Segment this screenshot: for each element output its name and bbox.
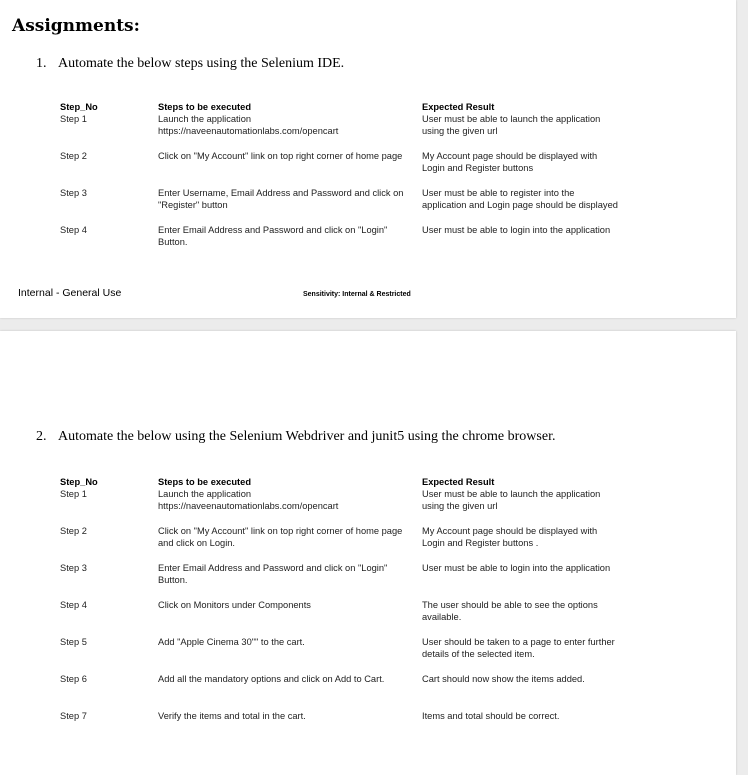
step-number-cell	[60, 187, 150, 199]
cell-text: Step 4	[60, 600, 87, 610]
cell-text: "Register" button	[158, 200, 228, 211]
cell-text: My Account page should be displayed with	[422, 151, 598, 161]
cell-text: The user should be able to see the options	[422, 600, 598, 610]
step-number-cell	[60, 562, 150, 574]
cell-text: available.	[422, 612, 462, 623]
step-number-cell	[60, 150, 150, 162]
cell-text: Enter Email Address and Password and click on "Login"	[158, 225, 388, 235]
expected-result-cell	[422, 673, 632, 685]
step-action-cell	[158, 224, 414, 248]
header-expected: Expected Result	[422, 102, 495, 112]
cell-text: User must be able to login into the application	[422, 225, 611, 235]
header-expected: Expected Result	[422, 477, 495, 487]
cell-text: My Account page should be displayed with	[422, 526, 598, 536]
step-number-cell	[60, 636, 150, 648]
step-number-cell	[60, 673, 150, 685]
document-page-1	[0, 0, 736, 318]
step-number-cell	[60, 224, 150, 236]
cell-text: Click on "My Account" link on top right corner of home page	[158, 526, 403, 536]
cell-text: Verify the items and total in the cart.	[158, 711, 306, 721]
cell-text: using the given url	[422, 501, 498, 512]
cell-text: and click on Login.	[158, 538, 236, 549]
cell-text: Launch the application	[158, 489, 252, 500]
expected-result-cell	[422, 224, 632, 236]
task-2-text: Automate the below using the Selenium Webdriver and junit5 using the chrome browser.	[58, 429, 556, 444]
step-action-cell	[158, 599, 414, 611]
cell-text: Step 7	[60, 711, 87, 721]
cell-text: Cart should now show the items added.	[422, 674, 585, 684]
cell-text: details of the selected item.	[422, 649, 535, 660]
expected-result-cell	[422, 562, 632, 574]
step-number-cell	[60, 710, 150, 722]
step-action-cell	[158, 636, 414, 648]
expected-result-cell	[422, 476, 632, 513]
document-page-2	[0, 331, 736, 775]
expected-result-cell	[422, 599, 632, 623]
step-action-cell	[158, 562, 414, 586]
expected-result-cell	[422, 101, 632, 138]
step-action-cell	[158, 476, 414, 513]
cell-text: Button.	[158, 237, 188, 248]
cell-text: User should be taken to a page to enter further	[422, 637, 615, 647]
header-step-no: Step_No	[60, 477, 98, 487]
cell-text: application and Login page should be displayed	[422, 200, 618, 211]
expected-result-cell	[422, 636, 632, 660]
cell-text: Enter Email Address and Password and click on "Login"	[158, 563, 388, 573]
step-action-cell	[158, 187, 414, 211]
cell-text: Step 1	[60, 114, 87, 125]
cell-text: Enter Username, Email Address and Password and click on	[158, 188, 404, 198]
cell-text: Step 4	[60, 225, 87, 235]
step-action-cell	[158, 525, 414, 549]
cell-text: Items and total should be correct.	[422, 711, 560, 721]
expected-result-cell	[422, 710, 632, 722]
cell-text: User must be able to launch the application	[422, 114, 601, 125]
expected-result-cell	[422, 525, 632, 549]
step-number-cell	[60, 476, 150, 500]
step-action-cell	[158, 673, 414, 685]
task-2-heading	[36, 429, 555, 445]
step-number-cell	[60, 599, 150, 611]
cell-text: Login and Register buttons	[422, 163, 534, 174]
cell-text: Launch the application	[158, 114, 252, 125]
cell-text: https://naveenautomationlabs.com/opencart	[158, 126, 339, 137]
classification-footer: Internal - General Use	[18, 287, 122, 299]
cell-text: User must be able to launch the application	[422, 489, 601, 500]
task-1-heading	[36, 56, 344, 72]
step-number-cell	[60, 525, 150, 537]
cell-text: Step 6	[60, 674, 87, 684]
cell-text: User must be able to register into the	[422, 188, 575, 198]
cell-text: Step 5	[60, 637, 87, 647]
sensitivity-label: Sensitivity: Internal & Restricted	[303, 291, 411, 298]
cell-text: Button.	[158, 575, 188, 586]
cell-text: Add all the mandatory options and click on Add to Cart.	[158, 674, 385, 684]
task-1-number: 1.	[36, 56, 47, 71]
cell-text: https://naveenautomationlabs.com/opencart	[158, 501, 339, 512]
task-1-text: Automate the below steps using the Selenium IDE.	[58, 56, 345, 71]
step-action-cell	[158, 710, 414, 722]
cell-text: Step 3	[60, 188, 87, 198]
header-step-no: Step_No	[60, 102, 98, 112]
expected-result-cell	[422, 187, 632, 211]
header-steps: Steps to be executed	[158, 102, 251, 112]
cell-text: User must be able to login into the application	[422, 563, 611, 573]
cell-text: using the given url	[422, 126, 498, 137]
cell-text: Click on Monitors under Components	[158, 600, 311, 610]
cell-text: Step 2	[60, 151, 87, 161]
cell-text: Login and Register buttons .	[422, 538, 539, 549]
cell-text: Step 2	[60, 526, 87, 536]
cell-text: Step 1	[60, 489, 87, 500]
assignments-title: Assignments:	[12, 16, 140, 36]
step-action-cell	[158, 101, 414, 138]
step-action-cell	[158, 150, 414, 162]
task-2-number: 2.	[36, 429, 47, 444]
header-steps: Steps to be executed	[158, 477, 251, 487]
cell-text: Click on "My Account" link on top right corner of home page	[158, 151, 403, 161]
expected-result-cell	[422, 150, 632, 174]
cell-text: Add "Apple Cinema 30"" to the cart.	[158, 637, 305, 647]
step-number-cell	[60, 101, 150, 125]
cell-text: Step 3	[60, 563, 87, 573]
